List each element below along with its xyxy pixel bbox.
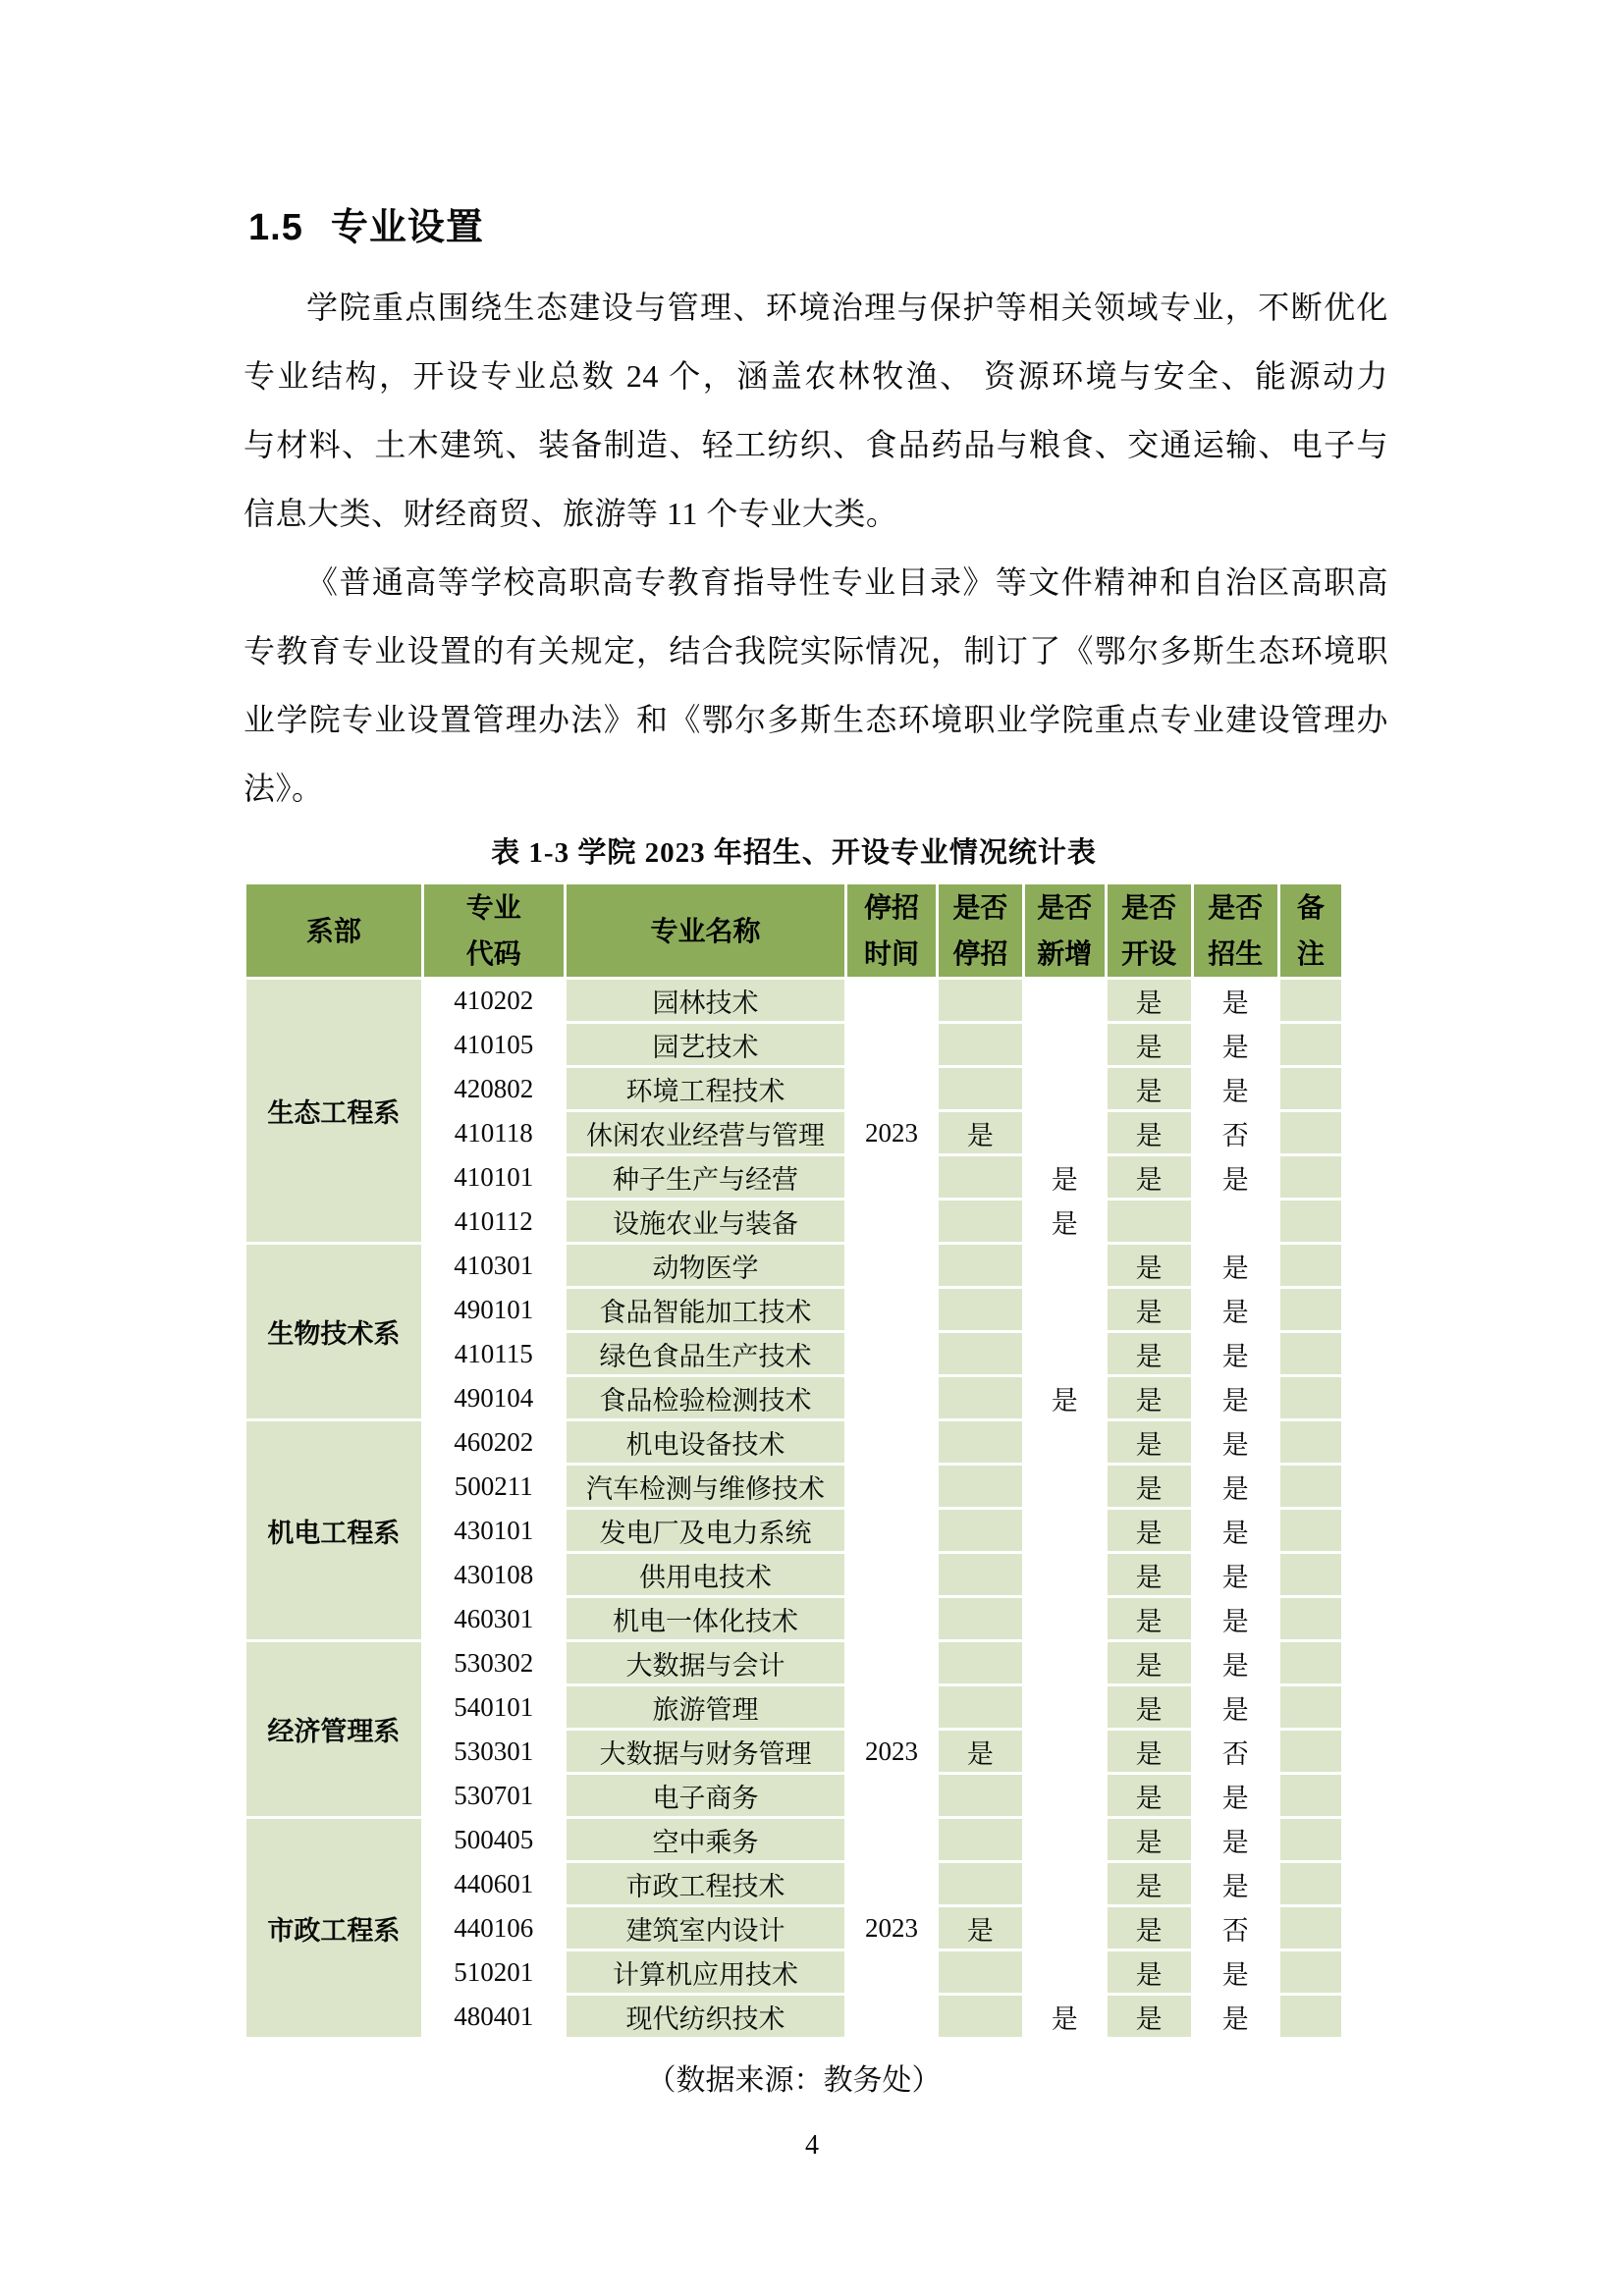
- offered-cell: 是: [1108, 1731, 1191, 1772]
- enrolling-cell: 是: [1194, 1024, 1277, 1065]
- note-cell: [1280, 1112, 1341, 1153]
- code-cell: 410105: [424, 1024, 564, 1065]
- enrolling-cell: 是: [1194, 1863, 1277, 1904]
- added-cell: [1025, 1245, 1105, 1286]
- name-cell: 绿色食品生产技术: [567, 1333, 845, 1374]
- enrolling-cell: [1194, 1201, 1277, 1242]
- stop-time-cell: [847, 1775, 935, 1816]
- stop-time-cell: [847, 1024, 935, 1065]
- offered-cell: 是: [1108, 1068, 1191, 1109]
- offered-cell: 是: [1108, 1996, 1191, 2037]
- offered-cell: 是: [1108, 1686, 1191, 1728]
- enrolling-cell: 是: [1194, 1510, 1277, 1551]
- table-row: [246, 1245, 1341, 1286]
- stop-time-cell: [847, 1466, 935, 1507]
- stop-time-cell: [847, 1996, 935, 2037]
- stop-time-cell: [847, 1554, 935, 1595]
- note-cell: [1280, 1421, 1341, 1463]
- added-cell: 是: [1025, 1201, 1105, 1242]
- column-header: 备 注: [1280, 884, 1341, 977]
- enrolling-cell: 是: [1194, 1598, 1277, 1639]
- stop-time-cell: [847, 1951, 935, 1993]
- added-cell: 是: [1025, 1377, 1105, 1418]
- programs-table: [244, 881, 1344, 2040]
- department-cell: 生物技术系: [246, 1245, 421, 1418]
- paragraph-line: 学院重点围绕生态建设与管理、环境治理与保护等相关领域专业，不断优化: [306, 290, 1388, 325]
- name-cell: 旅游管理: [567, 1686, 845, 1728]
- offered-cell: 是: [1108, 1112, 1191, 1153]
- stop-time-cell: [847, 1421, 935, 1463]
- stop-time-cell: [847, 1245, 935, 1286]
- stop-cell: 是: [939, 1112, 1022, 1153]
- added-cell: [1025, 1686, 1105, 1728]
- added-cell: 是: [1025, 1156, 1105, 1198]
- note-cell: [1280, 980, 1341, 1021]
- name-cell: 建筑室内设计: [567, 1907, 845, 1949]
- stop-time-cell: [847, 1289, 935, 1330]
- note-cell: [1280, 1598, 1341, 1639]
- stop-time-cell: [847, 1819, 935, 1860]
- name-cell: 现代纺织技术: [567, 1996, 845, 2037]
- added-cell: [1025, 1510, 1105, 1551]
- note-cell: [1280, 1731, 1341, 1772]
- enrolling-cell: 是: [1194, 1951, 1277, 1993]
- code-cell: 480401: [424, 1996, 564, 2037]
- name-cell: 大数据与会计: [567, 1642, 845, 1683]
- stop-cell: [939, 1642, 1022, 1683]
- name-cell: 机电一体化技术: [567, 1598, 845, 1639]
- stop-cell: [939, 1686, 1022, 1728]
- enrolling-cell: 是: [1194, 1642, 1277, 1683]
- name-cell: 发电厂及电力系统: [567, 1510, 845, 1551]
- stop-time-cell: [847, 1598, 935, 1639]
- code-cell: 460202: [424, 1421, 564, 1463]
- enrolling-cell: 是: [1194, 1333, 1277, 1374]
- data-source-note: （数据来源：教务处）: [646, 2064, 942, 2097]
- added-cell: [1025, 1333, 1105, 1374]
- added-cell: [1025, 1598, 1105, 1639]
- paragraph-line: 法》。: [244, 771, 324, 806]
- column-header: 是否 开设: [1108, 884, 1191, 977]
- offered-cell: 是: [1108, 1156, 1191, 1198]
- added-cell: 是: [1025, 1996, 1105, 2037]
- offered-cell: 是: [1108, 1245, 1191, 1286]
- column-header: 停招 时间: [847, 884, 935, 977]
- added-cell: [1025, 1951, 1105, 1993]
- name-cell: 机电设备技术: [567, 1421, 845, 1463]
- enrolling-cell: 是: [1194, 1819, 1277, 1860]
- added-cell: [1025, 1024, 1105, 1065]
- code-cell: 530301: [424, 1731, 564, 1772]
- note-cell: [1280, 1951, 1341, 1993]
- stop-cell: [939, 1554, 1022, 1595]
- stop-cell: [939, 1377, 1022, 1418]
- name-cell: 汽车检测与维修技术: [567, 1466, 845, 1507]
- stop-cell: 是: [939, 1907, 1022, 1949]
- code-cell: 460301: [424, 1598, 564, 1639]
- enrolling-cell: 是: [1194, 1554, 1277, 1595]
- stop-cell: [939, 1156, 1022, 1198]
- department-cell: 市政工程系: [246, 1819, 421, 2037]
- stop-cell: [939, 980, 1022, 1021]
- stop-time-cell: 2023: [847, 1731, 935, 1772]
- added-cell: [1025, 1112, 1105, 1153]
- note-cell: [1280, 1245, 1341, 1286]
- enrolling-cell: 是: [1194, 1421, 1277, 1463]
- offered-cell: 是: [1108, 1819, 1191, 1860]
- note-cell: [1280, 1996, 1341, 2037]
- offered-cell: 是: [1108, 1775, 1191, 1816]
- stop-cell: [939, 1289, 1022, 1330]
- stop-cell: [939, 1245, 1022, 1286]
- added-cell: [1025, 1421, 1105, 1463]
- enrolling-cell: 是: [1194, 1245, 1277, 1286]
- enrolling-cell: 是: [1194, 1775, 1277, 1816]
- stop-cell: [939, 1863, 1022, 1904]
- name-cell: 大数据与财务管理: [567, 1731, 845, 1772]
- name-cell: 电子商务: [567, 1775, 845, 1816]
- name-cell: 种子生产与经营: [567, 1156, 845, 1198]
- code-cell: 440601: [424, 1863, 564, 1904]
- code-cell: 540101: [424, 1686, 564, 1728]
- name-cell: 动物医学: [567, 1245, 845, 1286]
- enrolling-cell: 是: [1194, 1686, 1277, 1728]
- column-header: 是否 停招: [939, 884, 1022, 977]
- code-cell: 410112: [424, 1201, 564, 1242]
- offered-cell: 是: [1108, 1421, 1191, 1463]
- offered-cell: 是: [1108, 1951, 1191, 1993]
- offered-cell: 是: [1108, 1333, 1191, 1374]
- table-row: [246, 980, 1341, 1021]
- note-cell: [1280, 1466, 1341, 1507]
- stop-time-cell: [847, 1863, 935, 1904]
- name-cell: 设施农业与装备: [567, 1201, 845, 1242]
- paragraph-overview: [244, 273, 1388, 548]
- offered-cell: 是: [1108, 1510, 1191, 1551]
- added-cell: [1025, 1819, 1105, 1860]
- enrolling-cell: 是: [1194, 980, 1277, 1021]
- name-cell: 园林技术: [567, 980, 845, 1021]
- added-cell: [1025, 1907, 1105, 1949]
- stop-cell: [939, 1068, 1022, 1109]
- table-row: [246, 1819, 1341, 1860]
- offered-cell: 是: [1108, 1598, 1191, 1639]
- code-cell: 430101: [424, 1510, 564, 1551]
- code-cell: 490101: [424, 1289, 564, 1330]
- offered-cell: 是: [1108, 1642, 1191, 1683]
- offered-cell: 是: [1108, 1024, 1191, 1065]
- code-cell: 500405: [424, 1819, 564, 1860]
- added-cell: [1025, 980, 1105, 1021]
- column-header: 专业名称: [567, 884, 845, 977]
- offered-cell: [1108, 1201, 1191, 1242]
- offered-cell: 是: [1108, 1289, 1191, 1330]
- enrolling-cell: 否: [1194, 1731, 1277, 1772]
- code-cell: 530302: [424, 1642, 564, 1683]
- column-header: 专业 代码: [424, 884, 564, 977]
- enrolling-cell: 是: [1194, 1996, 1277, 2037]
- note-cell: [1280, 1377, 1341, 1418]
- note-cell: [1280, 1686, 1341, 1728]
- section-number: 1.5: [248, 207, 303, 248]
- name-cell: 食品智能加工技术: [567, 1289, 845, 1330]
- name-cell: 供用电技术: [567, 1554, 845, 1595]
- added-cell: [1025, 1554, 1105, 1595]
- code-cell: 410101: [424, 1156, 564, 1198]
- stop-time-cell: [847, 1068, 935, 1109]
- note-cell: [1280, 1863, 1341, 1904]
- paragraph-line: 专业结构，开设专业总数 24 个，涵盖农林牧渔、 资源环境与安全、能源动力: [244, 358, 1388, 394]
- department-cell: 生态工程系: [246, 980, 421, 1242]
- note-cell: [1280, 1068, 1341, 1109]
- section-heading: [248, 196, 484, 250]
- stop-time-cell: [847, 1333, 935, 1374]
- offered-cell: 是: [1108, 1377, 1191, 1418]
- name-cell: 环境工程技术: [567, 1068, 845, 1109]
- stop-time-cell: 2023: [847, 1112, 935, 1153]
- name-cell: 园艺技术: [567, 1024, 845, 1065]
- stop-cell: [939, 1333, 1022, 1374]
- stop-cell: [939, 1598, 1022, 1639]
- column-header: 系部: [246, 884, 421, 977]
- stop-time-cell: [847, 980, 935, 1021]
- note-cell: [1280, 1642, 1341, 1683]
- page-number: 4: [805, 2130, 819, 2161]
- code-cell: 530701: [424, 1775, 564, 1816]
- note-cell: [1280, 1156, 1341, 1198]
- note-cell: [1280, 1907, 1341, 1949]
- note-cell: [1280, 1775, 1341, 1816]
- code-cell: 410115: [424, 1333, 564, 1374]
- stop-cell: [939, 1510, 1022, 1551]
- paragraph-line: 《普通高等学校高职高专教育指导性专业目录》等文件精神和自治区高职高: [306, 564, 1388, 600]
- name-cell: 计算机应用技术: [567, 1951, 845, 1993]
- enrolling-cell: 是: [1194, 1289, 1277, 1330]
- stop-cell: [939, 1421, 1022, 1463]
- offered-cell: 是: [1108, 1466, 1191, 1507]
- added-cell: [1025, 1642, 1105, 1683]
- stop-time-cell: 2023: [847, 1907, 935, 1949]
- code-cell: 430108: [424, 1554, 564, 1595]
- stop-time-cell: [847, 1642, 935, 1683]
- note-cell: [1280, 1024, 1341, 1065]
- paragraph-policy: [244, 548, 1388, 823]
- stop-cell: [939, 1466, 1022, 1507]
- department-cell: 机电工程系: [246, 1421, 421, 1639]
- note-cell: [1280, 1554, 1341, 1595]
- department-cell: 经济管理系: [246, 1642, 421, 1816]
- offered-cell: 是: [1108, 980, 1191, 1021]
- enrolling-cell: 是: [1194, 1156, 1277, 1198]
- name-cell: 市政工程技术: [567, 1863, 845, 1904]
- code-cell: 500211: [424, 1466, 564, 1507]
- stop-cell: [939, 1775, 1022, 1816]
- stop-time-cell: [847, 1201, 935, 1242]
- code-cell: 410118: [424, 1112, 564, 1153]
- column-header: 是否 招生: [1194, 884, 1277, 977]
- programs-table-wrap: [244, 881, 1344, 2040]
- name-cell: 休闲农业经营与管理: [567, 1112, 845, 1153]
- added-cell: [1025, 1863, 1105, 1904]
- note-cell: [1280, 1201, 1341, 1242]
- stop-time-cell: [847, 1510, 935, 1551]
- stop-cell: [939, 1201, 1022, 1242]
- paragraph-line: 与材料、土木建筑、装备制造、轻工纺织、食品药品与粮食、交通运输、电子与: [244, 427, 1388, 462]
- stop-cell: [939, 1819, 1022, 1860]
- enrolling-cell: 是: [1194, 1068, 1277, 1109]
- table-row: [246, 1642, 1341, 1683]
- paragraph-line: 业学院专业设置管理办法》和《鄂尔多斯生态环境职业学院重点专业建设管理办: [244, 702, 1388, 737]
- table-caption: 表 1-3 学院 2023 年招生、开设专业情况统计表: [491, 837, 1097, 869]
- stop-cell: [939, 1996, 1022, 2037]
- code-cell: 490104: [424, 1377, 564, 1418]
- stop-time-cell: [847, 1156, 935, 1198]
- code-cell: 510201: [424, 1951, 564, 1993]
- note-cell: [1280, 1289, 1341, 1330]
- code-cell: 410202: [424, 980, 564, 1021]
- column-header: 是否 新增: [1025, 884, 1105, 977]
- added-cell: [1025, 1775, 1105, 1816]
- stop-cell: [939, 1024, 1022, 1065]
- table-row: [246, 1421, 1341, 1463]
- added-cell: [1025, 1731, 1105, 1772]
- stop-cell: 是: [939, 1731, 1022, 1772]
- paragraph-line: 专教育专业设置的有关规定，结合我院实际情况，制订了《鄂尔多斯生态环境职: [244, 633, 1388, 668]
- enrolling-cell: 是: [1194, 1377, 1277, 1418]
- note-cell: [1280, 1819, 1341, 1860]
- paragraph-line: 信息大类、财经商贸、旅游等 11 个专业大类。: [244, 496, 898, 531]
- code-cell: 440106: [424, 1907, 564, 1949]
- offered-cell: 是: [1108, 1863, 1191, 1904]
- note-cell: [1280, 1510, 1341, 1551]
- section-title: 专业设置: [330, 207, 484, 248]
- added-cell: [1025, 1466, 1105, 1507]
- code-cell: 410301: [424, 1245, 564, 1286]
- enrolling-cell: 否: [1194, 1907, 1277, 1949]
- enrolling-cell: 否: [1194, 1112, 1277, 1153]
- added-cell: [1025, 1289, 1105, 1330]
- added-cell: [1025, 1068, 1105, 1109]
- name-cell: 食品检验检测技术: [567, 1377, 845, 1418]
- stop-time-cell: [847, 1377, 935, 1418]
- stop-cell: [939, 1951, 1022, 1993]
- offered-cell: 是: [1108, 1907, 1191, 1949]
- enrolling-cell: 是: [1194, 1466, 1277, 1507]
- stop-time-cell: [847, 1686, 935, 1728]
- code-cell: 420802: [424, 1068, 564, 1109]
- note-cell: [1280, 1333, 1341, 1374]
- offered-cell: 是: [1108, 1554, 1191, 1595]
- name-cell: 空中乘务: [567, 1819, 845, 1860]
